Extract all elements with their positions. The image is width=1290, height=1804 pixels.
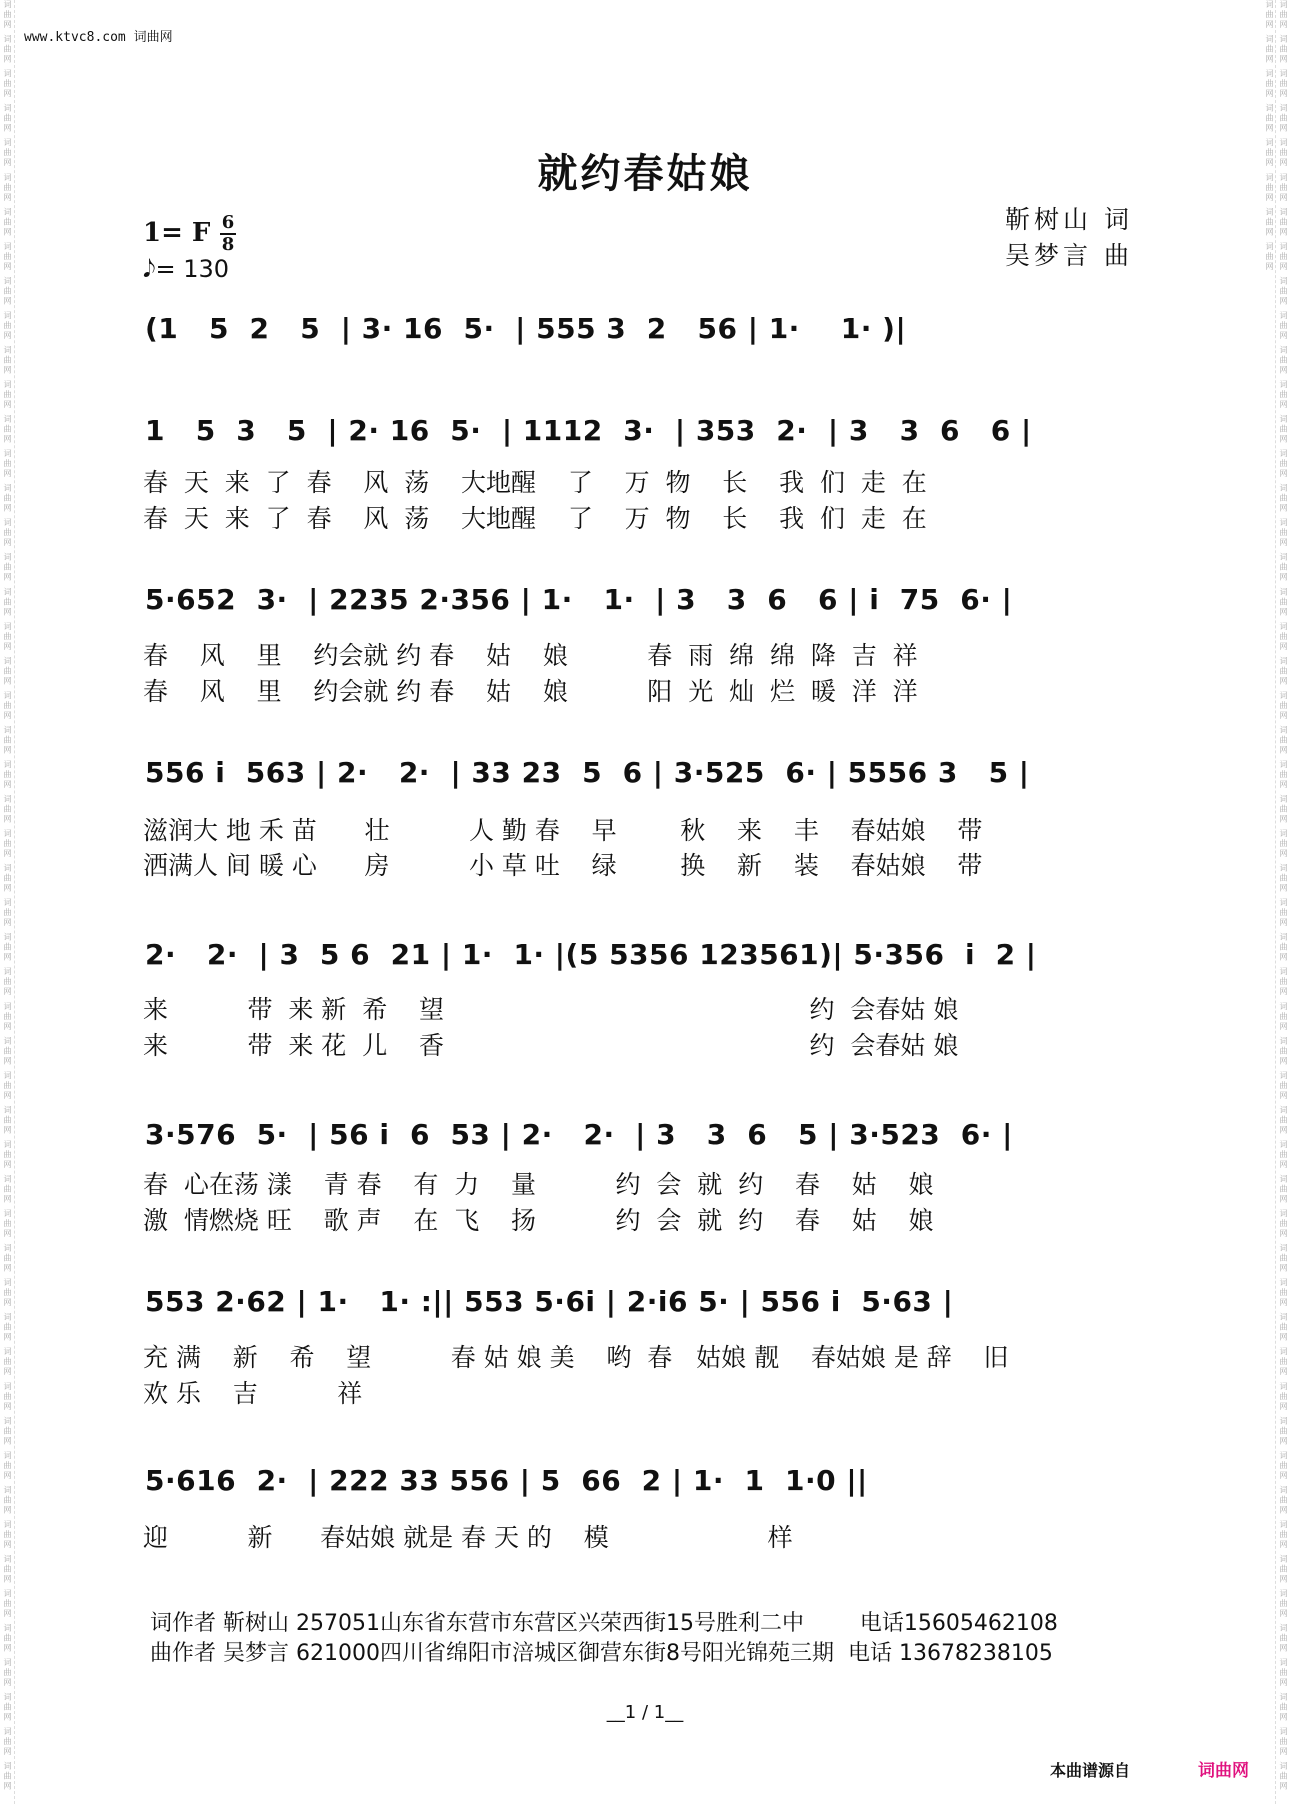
right-watermark-strip: 词曲网 词曲网 词曲网 词曲网 词曲网 词曲网 词曲网 词曲网 词曲网 词曲网 词曲网 词曲网 词曲网 词曲网 词曲网 词曲网 词曲网 词曲网 词曲网 词曲网 词曲网 词曲网 词曲网 词曲网 词曲网 词曲网 词曲网 词曲网 词曲网 词曲网 词曲网 词曲网 词曲网 词曲网 词曲网 词曲网 词曲网 词曲网 词曲网 词曲网 词曲网 词曲网 词曲网 词曲网 词曲网 词曲网 词曲网 词曲网 词曲网 词曲网 词曲网 词曲网 词曲网 词曲网 词曲网 词曲网 词曲网 词曲网 词曲网 词曲网 — [1275, 0, 1290, 1804]
lyrics-verse-2: 春 天 来 了 春 风 荡 大地醒 了 万 物 长 我 们 走 在 — [143, 504, 927, 533]
score-notes-line: 5·652 3· | 2235 2·356 | 1· 1· | 3 3 6 6 | i 75 6· | — [145, 583, 1013, 616]
score-notes-line: 2· 2· | 3 5 6 21 | 1· 1· |(5 5356 123561)| 5·356 i 2 | — [145, 938, 1037, 971]
composer-credit: 吴梦言 曲 — [1005, 241, 1133, 270]
lyrics-verse-1: 充 满 新 希 望 春 姑 娘 美 哟 春 姑娘 靓 春姑娘 是 辞 旧 — [143, 1343, 1009, 1372]
time-signature — [220, 214, 236, 254]
lyricist-contact: 词作者 靳树山 257051山东省东营市东营区兴荣西街15号胜利二中 电话15605462108 — [150, 1611, 1058, 1636]
tempo-marking: 𝅘𝅥𝅮= 130 — [143, 255, 230, 283]
score-notes-line: 1 5 3 5 | 2· 16 5· | 1112 3· | 353 2· | 3 3 6 6 | — [145, 414, 1032, 447]
key-signature: 1= F — [143, 218, 211, 248]
score-notes-line: 556 i 563 | 2· 2· | 33 23 5 6 | 3·525 6· | 5556 3 5 | — [145, 756, 1030, 789]
time-signature-top: 6 — [221, 212, 235, 233]
lyrics-verse-1: 春 天 来 了 春 风 荡 大地醒 了 万 物 长 我 们 走 在 — [143, 468, 927, 497]
lyrics-verse-2: 激 情燃烧 旺 歌 声 在 飞 扬 约 会 就 约 春 姑 娘 — [143, 1206, 934, 1235]
source-label: 本曲谱源自 — [1050, 1761, 1131, 1780]
page-number: __1 / 1__ — [606, 1702, 684, 1723]
lyrics-verse-1: 来 带 来 新 希 望 约 会春姑 娘 — [143, 995, 959, 1024]
lyrics-verse-2: 洒满人 间 暖 心 房 小 草 吐 绿 换 新 装 春姑娘 带 — [143, 851, 983, 880]
lyricist-credit: 靳树山 词 — [1005, 205, 1133, 234]
time-signature-bottom: 8 — [221, 234, 235, 255]
site-url: www.ktvc8.com 词曲网 — [24, 30, 173, 45]
song-title: 就约春姑娘 — [537, 150, 753, 197]
score-notes-line: 3·576 5· | 56 i 6 53 | 2· 2· | 3 3 6 5 | 3·523 6· | — [145, 1118, 1013, 1151]
lyrics-verse-2: 春 风 里 约会就 约 春 姑 娘 阳 光 灿 烂 暖 洋 洋 — [143, 677, 918, 706]
lyrics-verse-1: 滋润大 地 禾 苗 壮 人 勤 春 早 秋 来 丰 春姑娘 带 — [143, 816, 983, 845]
lyrics-verse-1: 迎 新 春姑娘 就是 春 天 的 模 样 — [143, 1523, 793, 1552]
lyrics-verse-1: 春 心在荡 漾 青 春 有 力 量 约 会 就 约 春 姑 娘 — [143, 1170, 934, 1199]
lyrics-verse-2: 来 带 来 花 儿 香 约 会春姑 娘 — [143, 1031, 959, 1060]
lyrics-verse-2: 欢 乐 吉 祥 — [143, 1379, 363, 1408]
composer-contact: 曲作者 吴梦言 621000四川省绵阳市涪城区御营东街8号阳光锦苑三期 电话 13678238105 — [150, 1641, 1053, 1666]
score-notes-line: 553 2·62 | 1· 1· :|| 553 5·6i | 2·i6 5· | 556 i 5·63 | — [145, 1285, 954, 1318]
score-notes-line: 5·616 2· | 222 33 556 | 5 66 2 | 1· 1 1·0 || — [145, 1464, 868, 1497]
lyrics-verse-1: 春 风 里 约会就 约 春 姑 娘 春 雨 绵 绵 降 吉 祥 — [143, 641, 918, 670]
left-watermark-strip: 词曲网 词曲网 词曲网 词曲网 词曲网 词曲网 词曲网 词曲网 词曲网 词曲网 词曲网 词曲网 词曲网 词曲网 词曲网 词曲网 词曲网 词曲网 词曲网 词曲网 词曲网 词曲网 词曲网 词曲网 词曲网 词曲网 词曲网 词曲网 词曲网 词曲网 词曲网 词曲网 词曲网 词曲网 词曲网 词曲网 词曲网 词曲网 词曲网 词曲网 词曲网 词曲网 词曲网 词曲网 词曲网 词曲网 词曲网 词曲网 词曲网 词曲网 词曲网 词曲网 — [0, 0, 15, 1804]
credits — [1005, 202, 1133, 274]
source-site-link[interactable]: 词曲网 — [1198, 1761, 1249, 1781]
score-notes-line: (1 5 2 5 | 3· 16 5· | 555 3 2 56 | 1· 1· )| — [145, 312, 907, 345]
